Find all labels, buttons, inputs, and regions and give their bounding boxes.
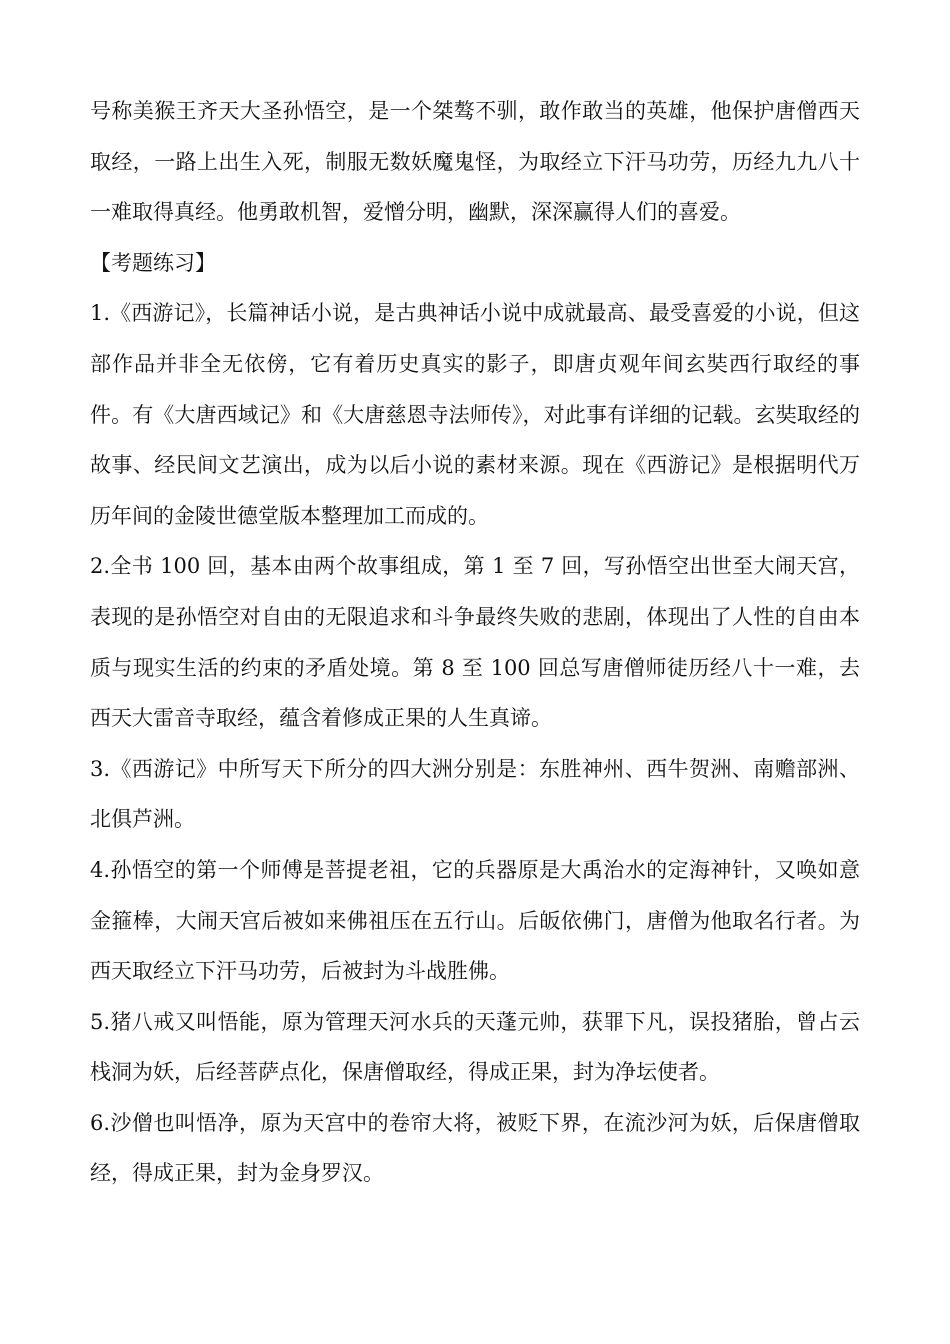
exercise-item-5: 5.猪八戒又叫悟能，原为管理天河水兵的天蓬元帅，获罪下凡，误投猪胎，曾占云栈洞为妖，后经菩萨点化，保唐僧取经，得成正果，封为净坛使者。 [90, 1009, 860, 1085]
exercise-item-1: 1.《西游记》，长篇神话小说，是古典神话小说中成就最高、最受喜爱的小说，但这部作品并非全无依傍，它有着历史真实的影子，即唐贞观年间玄奘西行取经的事件。有《大唐西域记》和《大唐慈恩寺法师传》，对此事有详细的记载。玄奘取经的故事、经民间文艺演出，成为以后小说的素材来源。现在《西游记》是根据明代万历年间的金陵世德堂版本整理加工而成的。 [90, 301, 860, 528]
document-page [90, 86, 860, 1199]
section-heading: 【考题练习】 [90, 250, 216, 275]
exercise-item-6: 6.沙僧也叫悟净，原为天宫中的卷帘大将，被贬下界，在流沙河为妖，后保唐僧取经，得成正果，封为金身罗汉。 [90, 1110, 860, 1186]
exercise-item-4: 4.孙悟空的第一个师傅是菩提老祖，它的兵器原是大禹治水的定海神针，又唤如意金箍棒，大闹天宫后被如来佛祖压在五行山。后皈依佛门，唐僧为他取名行者。为西天取经立下汗马功劳，后被封为斗战胜佛。 [90, 857, 860, 984]
exercise-item-3: 3.《西游记》中所写天下所分的四大洲分别是：东胜神州、西牛贺洲、南赡部洲、北俱芦洲。 [90, 756, 860, 832]
exercise-item-2: 2.全书 100 回，基本由两个故事组成，第 1 至 7 回，写孙悟空出世至大闹天宫，表现的是孙悟空对自由的无限追求和斗争最终失败的悲剧，体现出了人性的自由本质与现实生活的约束的矛盾处境。第 8 至 100 回总写唐僧师徒历经八十一难，去西天大雷音寺取经，蕴含着修成正果的人生真谛。 [90, 554, 860, 731]
intro-paragraph: 号称美猴王齐天大圣孙悟空，是一个桀骜不驯，敢作敢当的英雄，他保护唐僧西天取经，一路上出生入死，制服无数妖魔鬼怪，为取经立下汗马功劳，历经九九八十一难取得真经。他勇敢机智，爱憎分明，幽默，深深赢得人们的喜爱。 [90, 99, 860, 225]
